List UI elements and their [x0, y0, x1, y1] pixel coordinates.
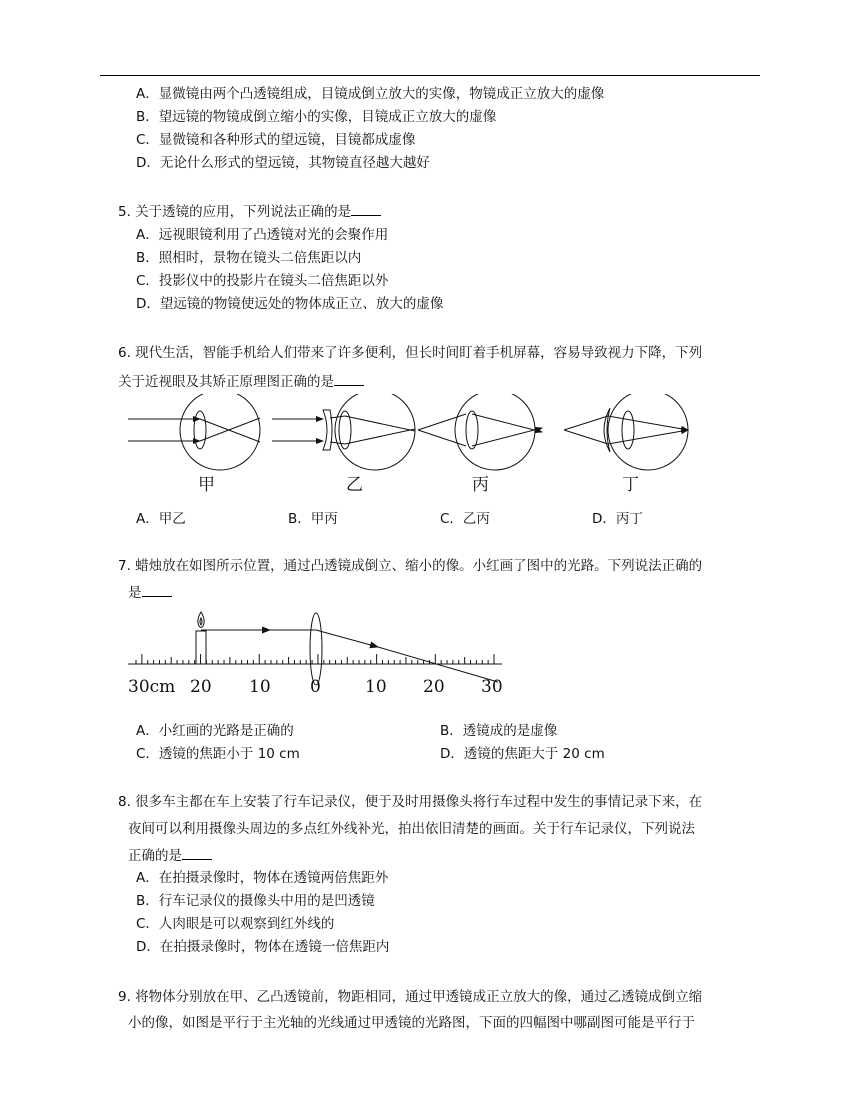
header-rule	[100, 75, 760, 76]
ruler-label: 20	[190, 677, 212, 697]
q8-stem-line1: 8. 很多车主都在车上安装了行车记录仪，便于及时用摄像头将行车过程中发生的事情记录下来，在	[118, 794, 703, 810]
q4-option-d: D．无论什么形式的望远镜，其物镜直径越大越好	[136, 155, 430, 171]
eye-diagrams-figure	[120, 394, 700, 496]
q8-stem-line2: 夜间可以利用摄像头周边的多点红外线补光，拍出依旧清楚的画面。关于行车记录仪，下列说法	[128, 821, 695, 837]
ruler-labels	[128, 677, 503, 697]
q4-option-c: C．显微镜和各种形式的望远镜，目镜都成虚像	[136, 132, 416, 148]
q7-option-a: A．小红画的光路是正确的	[136, 723, 294, 739]
q5-stem: 5. 关于透镜的应用，下列说法正确的是	[118, 200, 381, 220]
figure-label-ding: 丁	[622, 475, 639, 495]
q6-option-c: C．乙丙	[440, 511, 490, 527]
q8-option-b: B．行车记录仪的摄像头中用的是凹透镜	[136, 893, 375, 909]
ruler-label: 10	[249, 677, 271, 697]
q4-option-a: A．显微镜由两个凸透镜组成，目镜成倒立放大的实像，物镜成正立放大的虚像	[136, 86, 605, 102]
eye-diagram-bing	[418, 394, 542, 470]
ruler-label: 10	[365, 677, 387, 697]
convex-lens	[310, 613, 322, 685]
candle-lens-figure	[120, 602, 510, 698]
q6-option-b: B．甲丙	[288, 511, 338, 527]
figure-label-bing: 丙	[472, 475, 489, 495]
q7-option-d: D．透镜的焦距大于 20 cm	[440, 746, 605, 762]
ruler-label: 20	[423, 677, 445, 697]
q8-stem-line3: 正确的是	[128, 844, 212, 864]
ruler-label: 0	[310, 677, 321, 697]
q6-stem-line1: 6. 现代生活，智能手机给人们带来了许多便利，但长时间盯着手机屏幕，容易导致视力下降，下列	[118, 345, 703, 361]
ruler-label: 30cm	[128, 677, 176, 697]
q7-option-b: B．透镜成的是虚像	[440, 723, 558, 739]
q8-option-c: C．人肉眼是可以观察到红外线的	[136, 916, 335, 932]
q6-stem-line2: 关于近视眼及其矫正原理图正确的是	[118, 370, 364, 390]
eye-diagram-yi	[272, 394, 415, 470]
q5-option-a: A．远视眼镜利用了凸透镜对光的会聚作用	[136, 227, 389, 243]
figure-label-yi: 乙	[346, 475, 363, 495]
q6-option-a: A．甲乙	[136, 511, 186, 527]
q6-option-d: D．丙丁	[592, 511, 643, 527]
eye-diagram-jia	[128, 394, 260, 470]
ruler-ticks	[136, 654, 494, 664]
q7-option-c: C．透镜的焦距小于 10 cm	[136, 746, 300, 762]
q7-stem-line1: 7. 蜡烛放在如图所示位置，通过凸透镜成倒立、缩小的像。小红画了图中的光路。下列说法正确的	[118, 558, 703, 574]
q8-option-d: D．在拍摄录像时，物体在透镜一倍焦距内	[136, 939, 390, 955]
eye-diagram-ding	[564, 394, 688, 470]
q9-stem-line2: 小的像，如图是平行于主光轴的光线通过甲透镜的光路图，下面的四幅图中哪副图可能是平行于	[128, 1015, 695, 1031]
q7-stem-line2: 是	[128, 581, 172, 601]
figure-label-jia: 甲	[198, 475, 215, 495]
q8-option-a: A．在拍摄录像时，物体在透镜两倍焦距外	[136, 870, 389, 886]
q9-stem-line1: 9. 将物体分别放在甲、乙凸透镜前，物距相同，通过甲透镜成正立放大的像，通过乙透镜成倒立缩	[118, 989, 703, 1005]
q4-option-b: B．望远镜的物镜成倒立缩小的实像，目镜成正立放大的虚像	[136, 109, 497, 125]
ruler-label: 30	[481, 677, 503, 697]
q5-option-b: B．照相时，景物在镜头二倍焦距以内	[136, 250, 362, 266]
q5-option-c: C．投影仪中的投影片在镜头二倍焦距以外	[136, 273, 389, 289]
q5-option-d: D．望远镜的物镜使远处的物体成正立、放大的虚像	[136, 296, 444, 312]
